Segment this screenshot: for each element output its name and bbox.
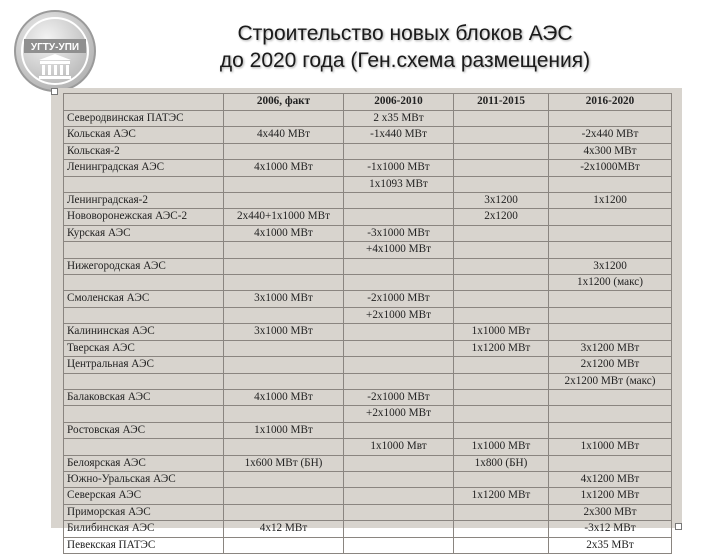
column-header: 2011-2015: [454, 94, 549, 111]
column-header: 2006-2010: [344, 94, 454, 111]
capacity-cell: 1x1000 Мвт: [344, 439, 454, 455]
table-row: [64, 291, 672, 307]
capacity-cell: [224, 111, 344, 127]
capacity-cell: [454, 422, 549, 438]
plant-name-cell: Северодвинская ПАТЭС: [64, 111, 224, 127]
capacity-cell: 2x1200: [454, 209, 549, 225]
slide-title-line-2: до 2020 года (Ген.схема размещения): [219, 49, 591, 72]
table-row: [64, 258, 672, 274]
capacity-cell: [344, 143, 454, 159]
capacity-cell: [344, 504, 454, 520]
logo-text: УГТУ-УПИ: [30, 42, 80, 53]
capacity-cell: 4x1000 МВт: [224, 225, 344, 241]
capacity-cell: [344, 357, 454, 373]
table-header-row: [64, 94, 672, 111]
capacity-cell: 3x1200: [549, 258, 672, 274]
table-row: [64, 406, 672, 422]
capacity-cell: 1x1093 МВт: [344, 176, 454, 192]
capacity-cell: [454, 143, 549, 159]
table-row: [64, 242, 672, 258]
capacity-cell: [224, 258, 344, 274]
capacity-cell: [224, 143, 344, 159]
plant-name-cell: Кольская-2: [64, 143, 224, 159]
capacity-cell: [224, 242, 344, 258]
capacity-cell: [549, 307, 672, 323]
capacity-cell: [344, 471, 454, 487]
capacity-cell: -1x440 МВт: [344, 127, 454, 143]
table-row: [64, 111, 672, 127]
capacity-cell: 1x1200 (макс): [549, 275, 672, 291]
table-row: [64, 504, 672, 520]
capacity-cell: -2x440 МВт: [549, 127, 672, 143]
plant-name-cell: Певекская ПАТЭС: [64, 537, 224, 553]
plant-name-cell: [64, 373, 224, 389]
capacity-cell: 1x800 (БН): [454, 455, 549, 471]
capacity-cell: [454, 389, 549, 405]
plant-name-cell: [64, 176, 224, 192]
capacity-cell: [224, 275, 344, 291]
capacity-cell: 1x600 МВт (БН): [224, 455, 344, 471]
university-logo: [12, 8, 98, 94]
capacity-cell: [549, 406, 672, 422]
plant-name-cell: [64, 242, 224, 258]
capacity-cell: [344, 373, 454, 389]
selection-handle: [675, 523, 682, 530]
capacity-cell: [454, 127, 549, 143]
plant-name-cell: Центральная АЭС: [64, 357, 224, 373]
table-row: [64, 275, 672, 291]
capacity-cell: 4x12 МВт: [224, 521, 344, 537]
table-row: [64, 193, 672, 209]
plant-name-cell: Билибинская АЭС: [64, 521, 224, 537]
table-row: [64, 127, 672, 143]
plant-name-cell: Белоярская АЭС: [64, 455, 224, 471]
plant-name-cell: Северская АЭС: [64, 488, 224, 504]
capacity-cell: 1x1200 МВт: [454, 340, 549, 356]
capacity-cell: 4x1200 МВт: [549, 471, 672, 487]
plant-name-cell: Кольская АЭС: [64, 127, 224, 143]
capacity-cell: [454, 373, 549, 389]
table-row: [64, 324, 672, 340]
plant-name-cell: [64, 406, 224, 422]
table-row: [64, 471, 672, 487]
plant-name-cell: Нижегородская АЭС: [64, 258, 224, 274]
capacity-cell: [549, 291, 672, 307]
capacity-cell: [224, 176, 344, 192]
capacity-cell: [344, 488, 454, 504]
capacity-cell: -2x1000МВт: [549, 160, 672, 176]
capacity-cell: [549, 455, 672, 471]
capacity-cell: [344, 209, 454, 225]
slide-title-line-1: Строительство новых блоков АЭС: [237, 22, 573, 45]
plant-name-cell: Приморская АЭС: [64, 504, 224, 520]
capacity-cell: [344, 521, 454, 537]
capacity-cell: [224, 439, 344, 455]
capacity-cell: [224, 340, 344, 356]
capacity-cell: 4x440 МВт: [224, 127, 344, 143]
capacity-cell: [224, 471, 344, 487]
table-row: [64, 521, 672, 537]
plant-name-cell: [64, 439, 224, 455]
capacity-cell: [454, 504, 549, 520]
capacity-cell: [344, 193, 454, 209]
column-header: 2006, факт: [224, 94, 344, 111]
capacity-cell: 3x1000 МВт: [224, 324, 344, 340]
capacity-cell: +2x1000 МВт: [344, 406, 454, 422]
plant-name-cell: Нововоронежская АЭС-2: [64, 209, 224, 225]
capacity-cell: +4x1000 МВт: [344, 242, 454, 258]
capacity-cell: 1x1200: [549, 193, 672, 209]
capacity-cell: [454, 406, 549, 422]
capacity-cell: 2x300 МВт: [549, 504, 672, 520]
table-row: [64, 307, 672, 323]
capacity-cell: 3x1200: [454, 193, 549, 209]
capacity-cell: [454, 111, 549, 127]
capacity-cell: [549, 111, 672, 127]
capacity-cell: [224, 504, 344, 520]
capacity-cell: [549, 242, 672, 258]
capacity-cell: 2x1200 МВт: [549, 357, 672, 373]
capacity-cell: [454, 160, 549, 176]
capacity-cell: -3x12 МВт: [549, 521, 672, 537]
capacity-cell: 1x1200 МВт: [454, 488, 549, 504]
capacity-cell: -1x1000 МВт: [344, 160, 454, 176]
capacity-cell: 4x1000 МВт: [224, 160, 344, 176]
plant-name-cell: Ростовская АЭС: [64, 422, 224, 438]
table-row: [64, 209, 672, 225]
slide-title: [110, 20, 700, 74]
capacity-cell: 2x35 МВт: [549, 537, 672, 553]
table-row: [64, 455, 672, 471]
capacity-cell: [549, 422, 672, 438]
capacity-cell: [224, 357, 344, 373]
capacity-cell: [344, 275, 454, 291]
capacity-cell: [454, 225, 549, 241]
table-row: [64, 389, 672, 405]
capacity-cell: 4x300 МВт: [549, 143, 672, 159]
capacity-cell: 1x1000 МВт: [549, 439, 672, 455]
capacity-cell: [549, 176, 672, 192]
capacity-cell: 1x1200 МВт: [549, 488, 672, 504]
capacity-cell: [454, 521, 549, 537]
capacity-cell: 1x1000 МВт: [454, 324, 549, 340]
capacity-cell: [344, 340, 454, 356]
capacity-cell: [454, 275, 549, 291]
npp-construction-table: [63, 93, 672, 554]
capacity-cell: [344, 324, 454, 340]
capacity-cell: [224, 488, 344, 504]
capacity-cell: [344, 455, 454, 471]
capacity-cell: -3x1000 МВт: [344, 225, 454, 241]
capacity-cell: [454, 471, 549, 487]
capacity-cell: 2x440+1x1000 МВт: [224, 209, 344, 225]
capacity-cell: [454, 258, 549, 274]
plant-name-cell: Ленинградская АЭС: [64, 160, 224, 176]
capacity-cell: 2x1200 МВт (макс): [549, 373, 672, 389]
table-row: [64, 439, 672, 455]
table-row: [64, 160, 672, 176]
capacity-cell: 2 x35 МВт: [344, 111, 454, 127]
plant-name-cell: Тверская АЭС: [64, 340, 224, 356]
plant-name-cell: Южно-Уральская АЭС: [64, 471, 224, 487]
capacity-cell: [224, 373, 344, 389]
capacity-cell: [454, 242, 549, 258]
capacity-cell: [344, 258, 454, 274]
table-row: [64, 357, 672, 373]
capacity-cell: 1x1000 МВт: [454, 439, 549, 455]
capacity-cell: [549, 324, 672, 340]
capacity-cell: [454, 291, 549, 307]
table-row: [64, 176, 672, 192]
plant-name-cell: Балаковская АЭС: [64, 389, 224, 405]
capacity-cell: 4x1000 МВт: [224, 389, 344, 405]
capacity-cell: [549, 225, 672, 241]
capacity-cell: -2x1000 МВт: [344, 291, 454, 307]
plant-name-cell: [64, 275, 224, 291]
capacity-cell: [224, 193, 344, 209]
table-row: [64, 225, 672, 241]
plant-name-cell: Ленинградская-2: [64, 193, 224, 209]
table-row: [64, 340, 672, 356]
capacity-cell: -2x1000 МВт: [344, 389, 454, 405]
plant-name-cell: [64, 307, 224, 323]
plant-name-cell: Калининская АЭС: [64, 324, 224, 340]
plant-name-cell: Смоленская АЭС: [64, 291, 224, 307]
column-header: 2016-2020: [549, 94, 672, 111]
capacity-cell: 3x1000 МВт: [224, 291, 344, 307]
capacity-cell: [454, 357, 549, 373]
capacity-cell: [454, 176, 549, 192]
table-row: [64, 488, 672, 504]
capacity-cell: [454, 307, 549, 323]
capacity-cell: 1x1000 МВт: [224, 422, 344, 438]
capacity-cell: [224, 406, 344, 422]
table-row: [64, 422, 672, 438]
capacity-cell: [549, 209, 672, 225]
capacity-cell: +2x1000 МВт: [344, 307, 454, 323]
table-row: [64, 373, 672, 389]
column-header: [64, 94, 224, 111]
table-row: [64, 143, 672, 159]
capacity-cell: [344, 422, 454, 438]
capacity-cell: 3x1200 МВт: [549, 340, 672, 356]
capacity-cell: [224, 307, 344, 323]
plant-name-cell: Курская АЭС: [64, 225, 224, 241]
selection-handle: [51, 88, 58, 95]
capacity-cell: [549, 389, 672, 405]
